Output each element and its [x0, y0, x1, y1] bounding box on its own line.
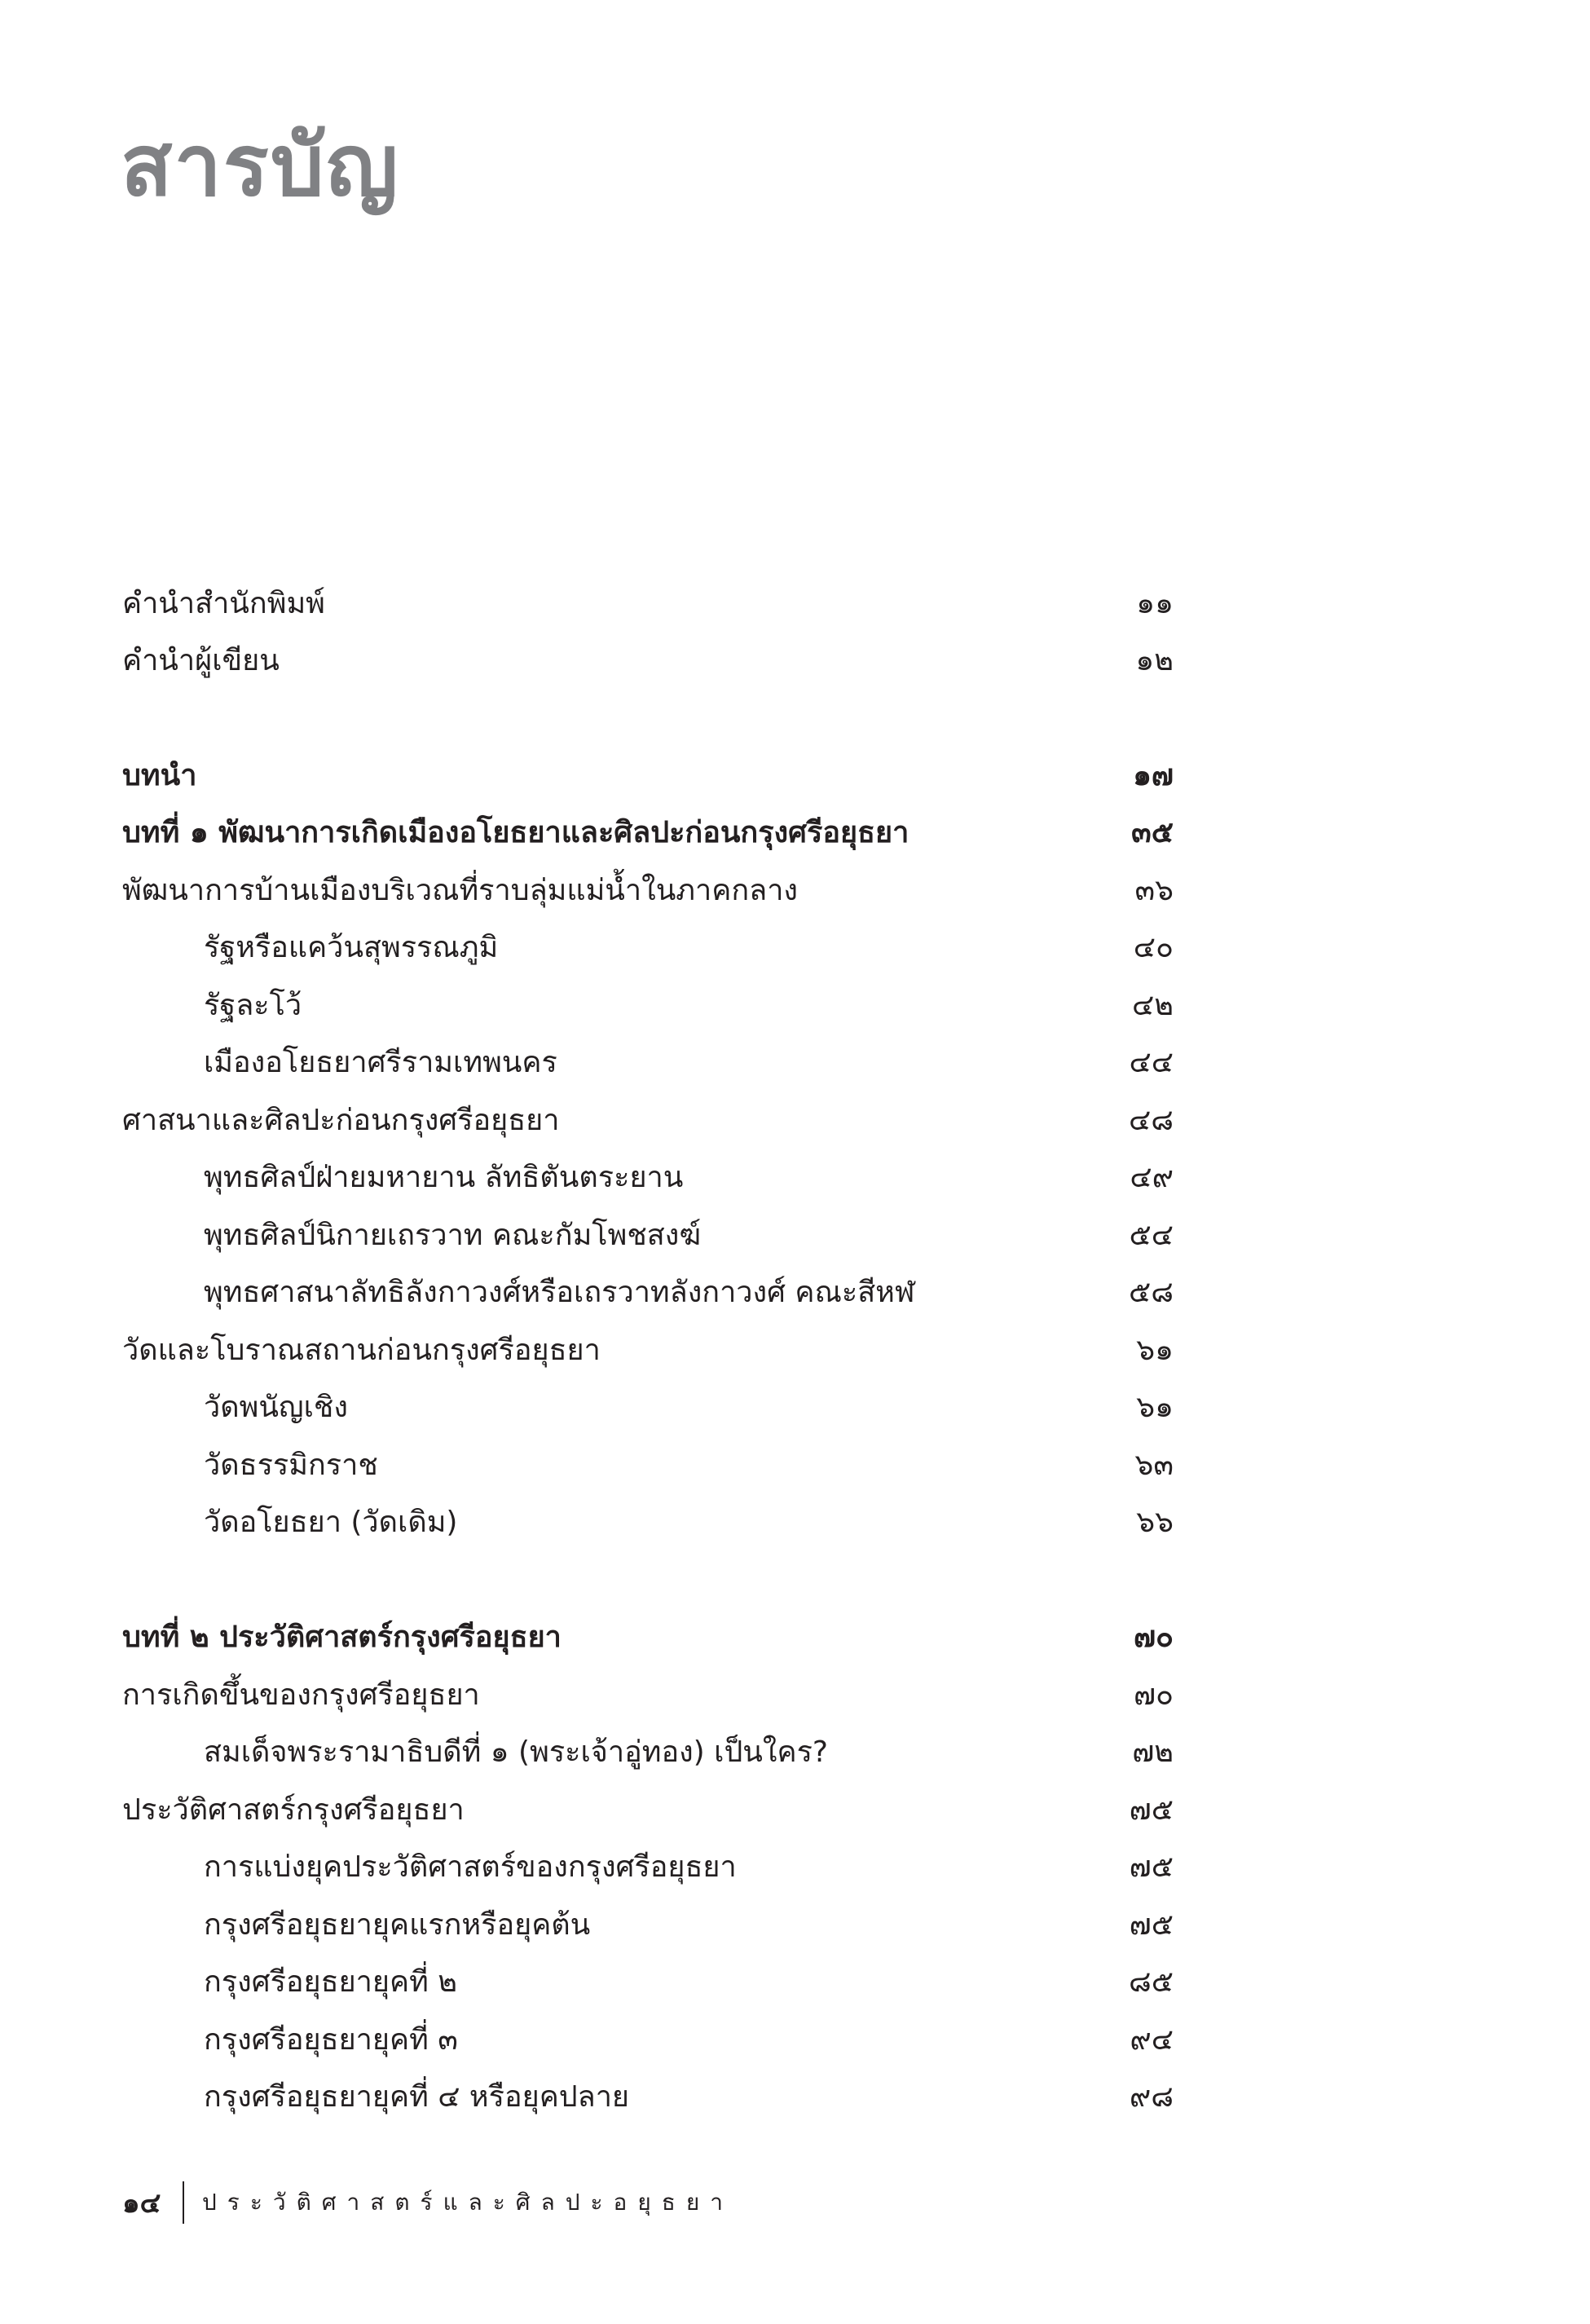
toc-entry-subsection[interactable] — [122, 924, 1174, 972]
toc-entry-page: ๖๑ — [1136, 1334, 1174, 1367]
toc-entry-page: ๑๗ — [1133, 759, 1174, 792]
toc-entry-page: ๗๐ — [1133, 1678, 1174, 1712]
toc-entry-page: ๗๐ — [1133, 1621, 1174, 1654]
toc-entry-page: ๗๒ — [1132, 1735, 1174, 1769]
toc-entry-page: ๓๖ — [1134, 874, 1174, 907]
toc-entry-label: ประวัติศาสตร์กรุงศรีอยุธยา — [122, 1793, 465, 1827]
toc-entry-label: คำนำผู้เขียน — [122, 644, 280, 677]
toc-entry-subsection[interactable] — [122, 1843, 1174, 1892]
toc-entry-subsection[interactable] — [122, 1211, 1174, 1260]
toc-entry-introduction[interactable] — [122, 752, 1174, 800]
toc-entry-label: ศาสนาและศิลปะก่อนกรุงศรีอยุธยา — [122, 1104, 560, 1137]
toc-entry-page: ๔๙ — [1130, 1161, 1174, 1194]
toc-entry-page: ๔๒ — [1132, 989, 1174, 1022]
toc-entry-label: พุทธศิลป์ฝ่ายมหายาน ลัทธิตันตระยาน — [204, 1161, 684, 1194]
toc-entry-label: รัฐละโว้ — [204, 989, 302, 1022]
toc-entry-chapter-1[interactable] — [122, 809, 1174, 858]
toc-entry-page: ๔๘ — [1128, 1104, 1174, 1137]
toc-entry-page: ๕๘ — [1128, 1276, 1174, 1309]
toc-entry-page: ๖๓ — [1134, 1449, 1174, 1482]
toc-entry-label: กรุงศรีอยุธยายุคที่ ๓ — [204, 2023, 458, 2057]
toc-entry-page: ๑๑ — [1136, 587, 1174, 620]
toc-entry-subsection[interactable] — [122, 1153, 1174, 1202]
toc-entry-page: ๘๕ — [1128, 1965, 1174, 1999]
toc-entry-page: ๗๕ — [1129, 1908, 1174, 1942]
toc-entry-page: ๗๕ — [1129, 1850, 1174, 1884]
toc-entry-page: ๙๘ — [1129, 2080, 1174, 2114]
toc-entry-label: สมเด็จพระรามาธิบดีที่ ๑ (พระเจ้าอู่ทอง) เป็นใคร? — [204, 1735, 829, 1769]
footer-book-title: ประวัติศาสตร์และศิลปะอยุธยา — [202, 2189, 733, 2216]
toc-entry-publisher-foreword[interactable] — [122, 580, 1174, 628]
toc-entry-label: กรุงศรีอยุธยายุคที่ ๒ — [204, 1965, 457, 1999]
toc-entry-label: พุทธศาสนาลัทธิลังกาวงศ์หรือเถรวาทลังกาวงศ์ คณะสีหฬ — [204, 1276, 915, 1309]
toc-entry-label: รัฐหรือแคว้นสุพรรณภูมิ — [204, 931, 499, 964]
page-title: สารบัญ — [121, 116, 400, 215]
toc-entry-label: การแบ่งยุคประวัติศาสตร์ของกรุงศรีอยุธยา — [204, 1850, 737, 1884]
toc-entry-label: วัดและโบราณสถานก่อนกรุงศรีอยุธยา — [122, 1334, 601, 1367]
toc-entry-section[interactable] — [122, 867, 1174, 915]
toc-entry-chapter-2[interactable] — [122, 1613, 1174, 1662]
footer-divider — [183, 2181, 184, 2224]
toc-entry-subsection[interactable] — [122, 981, 1174, 1030]
toc-entry-page: ๕๔ — [1129, 1219, 1174, 1252]
toc-entry-label: บทนำ — [122, 759, 197, 792]
table-of-contents — [122, 0, 1174, 2324]
toc-entry-label: พัฒนาการบ้านเมืองบริเวณที่ราบลุ่มแม่น้ำในภาคกลาง — [122, 874, 798, 907]
footer-page-number: ๑๔ — [122, 2187, 161, 2220]
toc-entry-section[interactable] — [122, 1326, 1174, 1375]
toc-entry-label: วัดอโยธยา (วัดเดิม) — [204, 1506, 458, 1539]
toc-entry-subsection[interactable] — [122, 1441, 1174, 1490]
toc-entry-label: กรุงศรีอยุธยายุคที่ ๔ หรือยุคปลาย — [204, 2080, 630, 2114]
page-footer — [122, 2178, 733, 2227]
toc-entry-page: ๗๕ — [1129, 1793, 1174, 1827]
toc-entry-subsection[interactable] — [122, 1728, 1174, 1777]
toc-entry-label: คำนำสำนักพิมพ์ — [122, 587, 325, 620]
toc-entry-subsection[interactable] — [122, 1383, 1174, 1432]
toc-entry-page: ๑๒ — [1135, 644, 1174, 677]
toc-entry-label: บทที่ ๑ พัฒนาการเกิดเมืองอโยธยาและศิลปะก่อนกรุงศรีอยุธยา — [122, 816, 910, 849]
toc-entry-page: ๔๔ — [1129, 1046, 1174, 1079]
toc-entry-subsection[interactable] — [122, 1901, 1174, 1950]
toc-entry-page: ๓๕ — [1131, 816, 1174, 849]
toc-entry-subsection[interactable] — [122, 1268, 1174, 1317]
toc-entry-label: กรุงศรีอยุธยายุคแรกหรือยุคต้น — [204, 1908, 591, 1942]
toc-entry-section[interactable] — [122, 1786, 1174, 1835]
toc-entry-label: วัดธรรมิกราช — [204, 1449, 378, 1482]
toc-entry-subsection[interactable] — [122, 2016, 1174, 2065]
toc-entry-subsection[interactable] — [122, 1958, 1174, 2007]
toc-entry-page: ๔๐ — [1133, 931, 1174, 964]
toc-entry-label: การเกิดขึ้นของกรุงศรีอยุธยา — [122, 1678, 480, 1712]
toc-entry-subsection[interactable] — [122, 1039, 1174, 1087]
toc-entry-label: พุทธศิลป์นิกายเถรวาท คณะกัมโพชสงฆ์ — [204, 1219, 702, 1252]
toc-entry-page: ๖๖ — [1136, 1506, 1174, 1539]
toc-entry-subsection[interactable] — [122, 2073, 1174, 2122]
toc-entry-section[interactable] — [122, 1671, 1174, 1720]
toc-entry-page: ๖๑ — [1136, 1391, 1174, 1424]
toc-entry-page: ๙๔ — [1130, 2023, 1174, 2057]
toc-entry-author-foreword[interactable] — [122, 637, 1174, 686]
toc-entry-label: วัดพนัญเชิง — [204, 1391, 348, 1424]
toc-entry-section[interactable] — [122, 1096, 1174, 1145]
toc-entry-subsection[interactable] — [122, 1498, 1174, 1547]
toc-entry-label: บทที่ ๒ ประวัติศาสตร์กรุงศรีอยุธยา — [122, 1621, 562, 1654]
toc-entry-label: เมืองอโยธยาศรีรามเทพนคร — [204, 1046, 557, 1079]
